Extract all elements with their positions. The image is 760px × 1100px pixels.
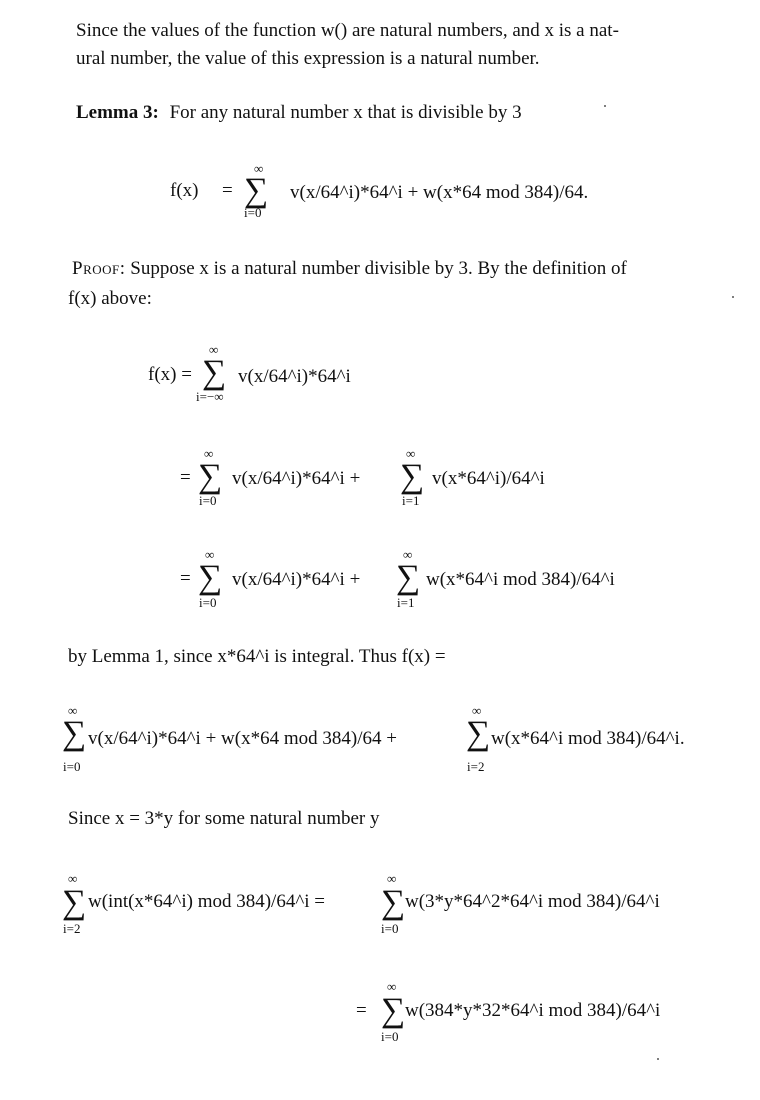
intro-line-1: Since the values of the function w() are natural numbers, and x is a nat- [76,20,619,41]
eq1-lower-limit: i=0 [244,205,262,220]
eq3-body-2: v(x*64^i)/64^i [432,468,545,489]
eq5-lower-limit-2: i=2 [467,759,485,774]
eq2-lower-limit: i=−∞ [196,389,224,404]
sigma-icon: ∑ [62,884,87,921]
eq6-upper-limit-2: ∞ [387,871,397,886]
proof-label: Proof: [72,258,126,279]
sigma-icon: ∑ [202,354,227,391]
eq5-upper-limit-2: ∞ [472,703,482,718]
eq2-body: v(x/64^i)*64^i [238,366,351,387]
eq7-equals: = [356,1000,367,1021]
sigma-icon: ∑ [466,715,491,752]
lemma1-reference: by Lemma 1, since x*64^i is integral. Thus f(x) = [68,646,446,667]
proof-line-1 [72,258,627,280]
eq7-lower-limit: i=0 [381,1029,399,1044]
eq4-lower-limit-2: i=1 [397,595,415,610]
eq3-upper-limit-2: ∞ [406,446,416,461]
lemma-label: Lemma 3: [76,102,159,123]
sigma-icon: ∑ [62,715,87,752]
sigma-icon: ∑ [396,559,421,596]
sigma-icon: ∑ [381,884,406,921]
since-line: Since x = 3*y for some natural number y [68,808,380,829]
eq6-lower-limit-2: i=0 [381,921,399,936]
eq1-body: v(x/64^i)*64^i + w(x*64 mod 384)/64. [290,182,589,203]
intro-line-2: ural number, the value of this expression is a natural number. [76,48,540,69]
eq3-lower-limit-1: i=0 [199,493,217,508]
eq1-upper-limit: ∞ [254,161,264,176]
eq3-body-1: v(x/64^i)*64^i + [232,468,361,489]
lemma-statement [76,102,522,124]
eq6-upper-limit-1: ∞ [68,871,78,886]
eq6-body-1: w(int(x*64^i) mod 384)/64^i = [88,891,325,912]
sigma-icon: ∑ [198,458,223,495]
proof-text: Suppose x is a natural number divisible by 3. By the definition of [130,258,627,279]
lemma-text: For any natural number x that is divisible by 3 [169,102,522,123]
eq2-upper-limit: ∞ [209,342,219,357]
eq1-equals: = [222,180,233,201]
sigma-icon: ∑ [244,172,269,209]
sigma-icon: ∑ [198,559,223,596]
eq1-lhs: f(x) [170,180,199,201]
eq6-body-2: w(3*y*64^2*64^i mod 384)/64^i [405,891,660,912]
eq7-body: w(384*y*32*64^i mod 384)/64^i [405,1000,661,1021]
eq4-body-1: v(x/64^i)*64^i + [232,569,361,590]
scan-speck [604,105,606,107]
eq4-equals: = [180,568,191,589]
eq5-upper-limit-1: ∞ [68,703,78,718]
eq4-upper-limit-1: ∞ [205,547,215,562]
eq2-lhs: f(x) = [148,364,192,385]
eq6-lower-limit-1: i=2 [63,921,81,936]
eq3-upper-limit-1: ∞ [204,446,214,461]
eq7-upper-limit: ∞ [387,979,397,994]
eq4-lower-limit-1: i=0 [199,595,217,610]
proof-line-2: f(x) above: [68,288,152,309]
eq4-upper-limit-2: ∞ [403,547,413,562]
eq3-lower-limit-2: i=1 [402,493,420,508]
eq5-lower-limit-1: i=0 [63,759,81,774]
eq5-body-1: v(x/64^i)*64^i + w(x*64 mod 384)/64 + [88,728,397,749]
sigma-icon: ∑ [381,992,406,1029]
eq5-body-2: w(x*64^i mod 384)/64^i. [491,728,685,749]
scan-speck [732,296,734,298]
sigma-icon: ∑ [400,458,425,495]
eq3-equals: = [180,467,191,488]
scan-speck [657,1058,659,1060]
eq4-body-2: w(x*64^i mod 384)/64^i [426,569,615,590]
